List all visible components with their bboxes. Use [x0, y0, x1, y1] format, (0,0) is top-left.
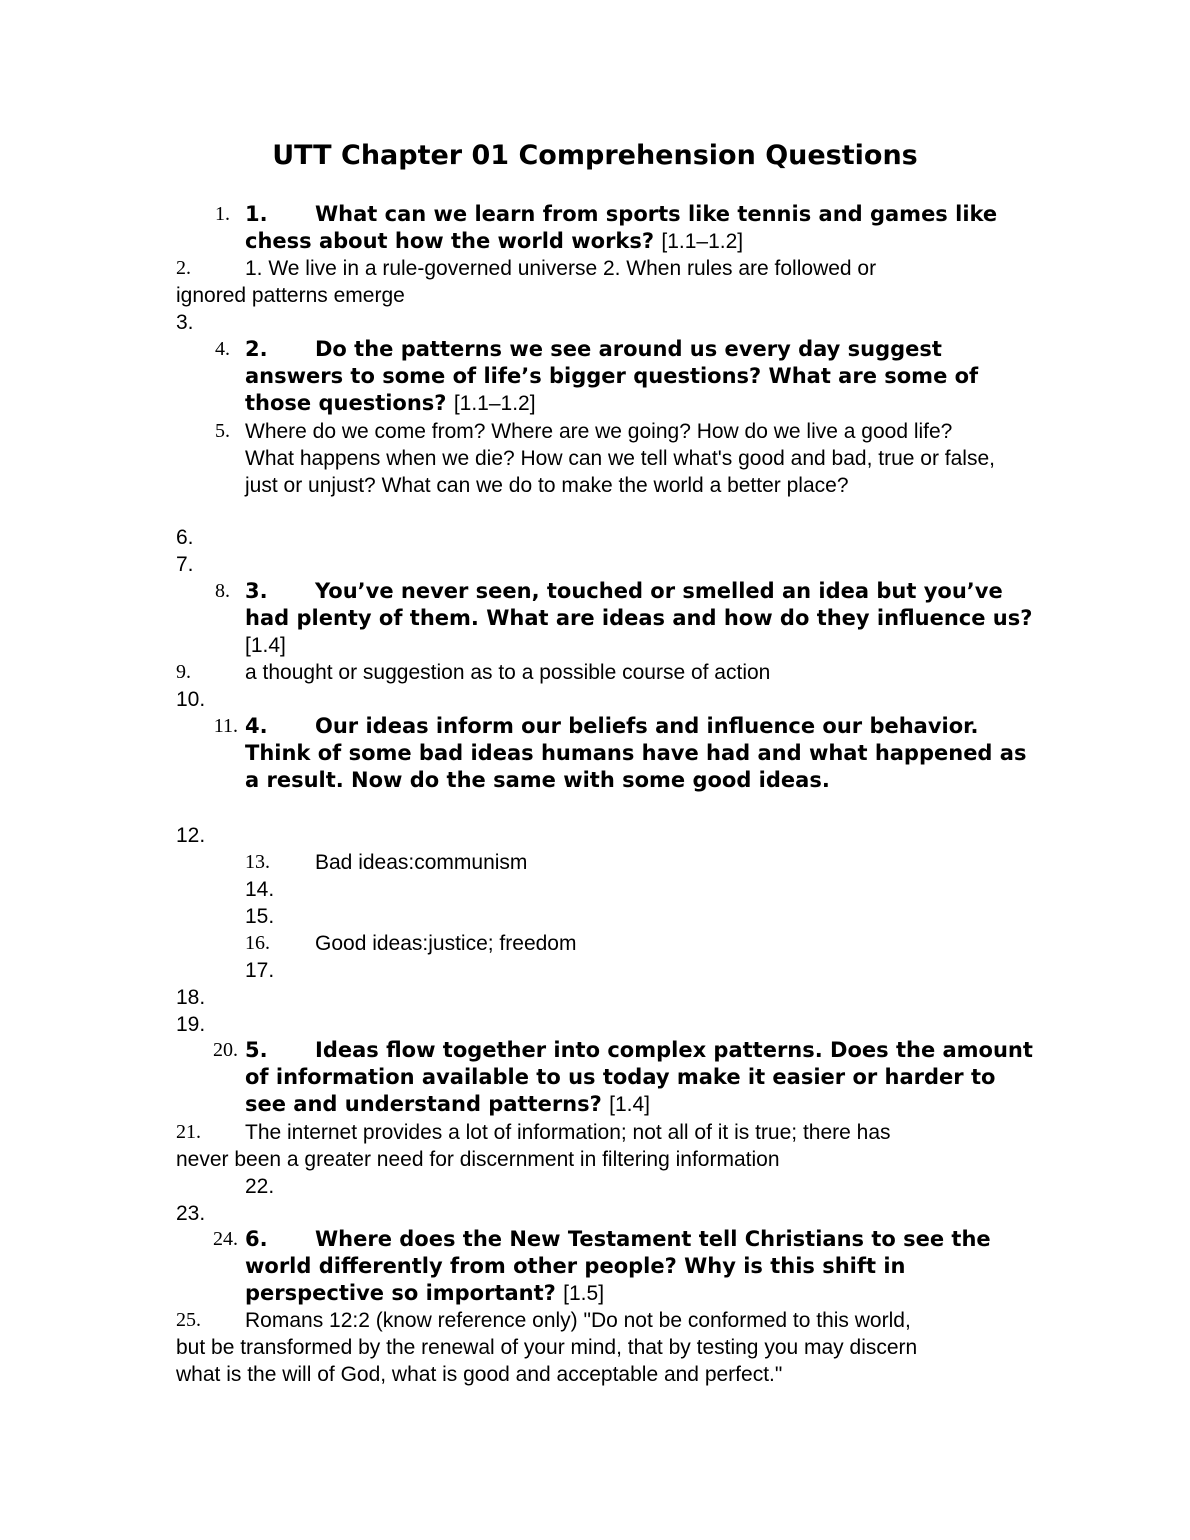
- line-number: 20.: [213, 1039, 238, 1061]
- answer-3: a thought or suggestion as to a possible course of action: [245, 661, 771, 684]
- line-number: 17.: [245, 959, 275, 982]
- line-number: 5.: [215, 420, 230, 442]
- line-number: 13.: [245, 851, 270, 873]
- line-number: 21.: [176, 1121, 201, 1143]
- answer-4-good-ideas: Good ideas:justice; freedom: [315, 932, 577, 955]
- line-number: 10.: [176, 688, 206, 711]
- question-text: Where does the New Testament tell Christians to see the world differently from other people? Why is this shift in perspective so important?: [245, 1227, 991, 1305]
- question-number: 1.: [245, 202, 268, 226]
- line-number: 14.: [245, 878, 275, 901]
- line-number: 2.: [176, 257, 191, 279]
- line-number: 7.: [176, 553, 194, 576]
- line-number: 9.: [176, 661, 191, 683]
- question-text: Do the patterns we see around us every day suggest answers to some of life’s bigger questions? What are some of those questions?: [245, 337, 979, 415]
- line-number: 4.: [215, 338, 230, 360]
- line-number: 3.: [176, 311, 194, 334]
- answer-6-line-2: but be transformed by the renewal of your mind, that by testing you may discern: [176, 1336, 918, 1359]
- question-text: Ideas flow together into complex patterns. Does the amount of information available to us today make it easier or harder to see and understand patterns?: [245, 1038, 1033, 1116]
- line-number: 19.: [176, 1013, 206, 1036]
- answer-1-line-2: ignored patterns emerge: [176, 284, 405, 307]
- line-number: 8.: [215, 580, 230, 602]
- question-reference: [1.4]: [609, 1093, 650, 1116]
- answer-4-bad-ideas: Bad ideas:communism: [315, 851, 528, 874]
- question-number: 5.: [245, 1038, 268, 1062]
- line-number: 18.: [176, 986, 206, 1009]
- question-text: What can we learn from sports like tennis and games like chess about how the world works?: [245, 202, 998, 253]
- line-number: 23.: [176, 1202, 206, 1225]
- question-number: 3.: [245, 579, 268, 603]
- answer-5-line-1: The internet provides a lot of information; not all of it is true; there has: [245, 1121, 891, 1144]
- line-number: 15.: [245, 905, 275, 928]
- question-number: 2.: [245, 337, 268, 361]
- question-reference: [1.4]: [245, 634, 286, 657]
- question-text: Our ideas inform our beliefs and influence our behavior. Think of some bad ideas humans have had and what happened as a result. Now do the same with some good ideas.: [245, 714, 1027, 792]
- question-number: 6.: [245, 1227, 268, 1251]
- page-title: UTT Chapter 01 Comprehension Questions: [272, 140, 918, 171]
- line-number: 11.: [213, 715, 238, 737]
- line-number: 1.: [215, 203, 230, 225]
- line-number: 6.: [176, 526, 194, 549]
- question-3: [245, 578, 1035, 659]
- line-number: 22.: [245, 1175, 275, 1198]
- answer-1-line-1: 1. We live in a rule-governed universe 2. When rules are followed or: [245, 257, 877, 280]
- question-4: [245, 713, 1035, 794]
- question-1: [245, 201, 1035, 255]
- answer-5-line-2: never been a greater need for discernment in filtering information: [176, 1148, 780, 1171]
- question-number: 4.: [245, 714, 268, 738]
- line-number: 16.: [245, 932, 270, 954]
- question-6: [245, 1226, 1035, 1307]
- question-5: [245, 1037, 1035, 1118]
- answer-6-line-3: what is the will of God, what is good and acceptable and perfect.": [176, 1363, 783, 1386]
- answer-2: Where do we come from? Where are we going? How do we live a good life? What happens when we die? How can we tell what's good and bad, true or false, just or unjust? What can we do to make the world a better place?: [245, 420, 995, 497]
- question-reference: [1.1–1.2]: [453, 392, 536, 415]
- question-2: [245, 336, 1035, 417]
- line-number: 12.: [176, 824, 206, 847]
- line-number: 24.: [213, 1228, 238, 1250]
- line-number: 25.: [176, 1309, 201, 1331]
- question-text: You’ve never seen, touched or smelled an idea but you’ve had plenty of them. What are ideas and how do they influence us?: [245, 579, 1033, 630]
- answer-6-line-1: Romans 12:2 (know reference only) "Do not be conformed to this world,: [245, 1309, 911, 1332]
- question-reference: [1.1–1.2]: [661, 230, 744, 253]
- question-reference: [1.5]: [563, 1282, 605, 1305]
